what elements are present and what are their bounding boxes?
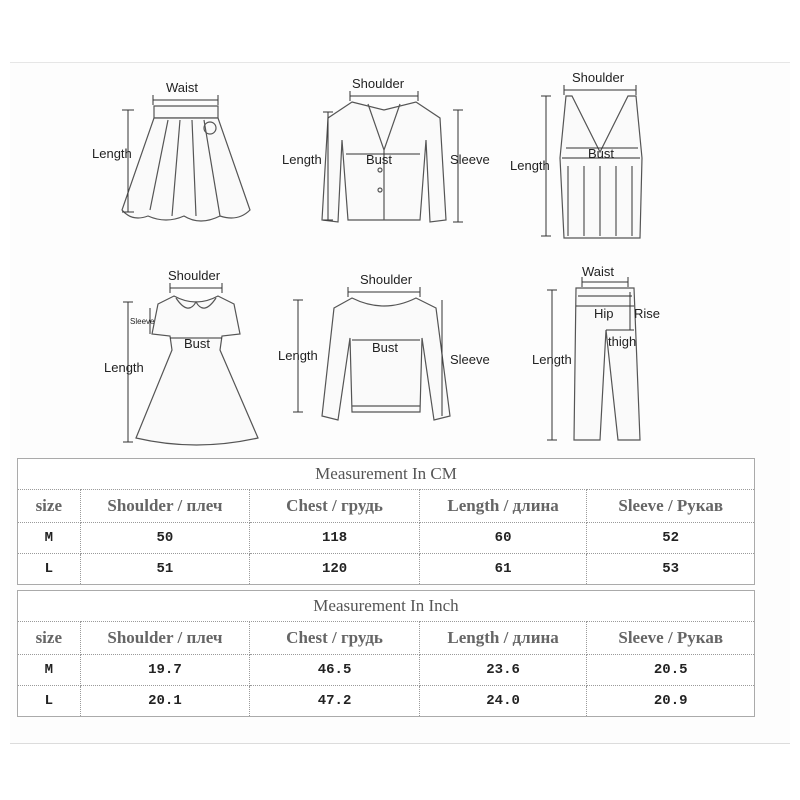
vest-illustration — [508, 66, 668, 251]
inch-cell: 24.0 — [419, 686, 587, 717]
cm-header-shoulder: Shoulder / плеч — [80, 490, 250, 523]
cm-cell: 61 — [419, 554, 587, 585]
inch-header-sleeve: Sleeve / Рукав — [587, 622, 755, 655]
sweater-length-label: Length — [278, 348, 318, 363]
jacket-shoulder-label: Shoulder — [352, 76, 405, 91]
cm-size-l: L — [18, 554, 81, 585]
dress-sleeve-label: Sleeve — [130, 317, 155, 326]
skirt-illustration — [88, 70, 268, 245]
jacket-bust-label: Bust — [366, 152, 393, 167]
table-row — [18, 523, 755, 554]
inch-cell: 20.9 — [587, 686, 755, 717]
pants-length-label: Length — [532, 352, 572, 367]
table-row — [18, 554, 755, 585]
inch-header-size: size — [18, 622, 81, 655]
pants-thigh-label: thigh — [608, 334, 637, 349]
cm-cell: 60 — [419, 523, 587, 554]
pants-illustration — [530, 260, 670, 455]
vest-bust-label: Bust — [588, 146, 615, 161]
inch-cell: 19.7 — [80, 655, 250, 686]
sweater-sleeve-label: Sleeve — [450, 352, 490, 367]
cm-header-length: Length / длина — [419, 490, 587, 523]
cm-cell: 53 — [587, 554, 755, 585]
cm-cell: 50 — [80, 523, 250, 554]
inch-size-m: M — [18, 655, 81, 686]
inch-table-title: Measurement In Inch — [18, 591, 755, 622]
cm-header-chest: Chest / грудь — [250, 490, 419, 523]
jacket-illustration — [280, 70, 510, 245]
cm-cell: 52 — [587, 523, 755, 554]
skirt-length-label: Length — [92, 146, 132, 161]
pants-waist-label: Waist — [582, 264, 615, 279]
cm-cell: 120 — [250, 554, 419, 585]
dress-length-label: Length — [104, 360, 144, 375]
inch-cell: 23.6 — [419, 655, 587, 686]
inch-cell: 46.5 — [250, 655, 419, 686]
inch-size-l: L — [18, 686, 81, 717]
table-row — [18, 655, 755, 686]
cm-table-title: Measurement In CM — [18, 459, 755, 490]
inch-cell: 20.1 — [80, 686, 250, 717]
sweater-bust-label: Bust — [372, 340, 399, 355]
sweater-illustration — [278, 266, 508, 441]
inch-header-shoulder: Shoulder / плеч — [80, 622, 250, 655]
cm-header-size: size — [18, 490, 81, 523]
jacket-sleeve-label: Sleeve — [450, 152, 490, 167]
pants-rise-label: Rise — [634, 306, 661, 321]
dress-bust-label: Bust — [184, 336, 211, 351]
cm-cell: 51 — [80, 554, 250, 585]
vest-shoulder-label: Shoulder — [572, 70, 625, 85]
cm-size-table — [17, 458, 755, 585]
inch-header-chest: Chest / грудь — [250, 622, 419, 655]
table-row — [18, 686, 755, 717]
inch-header-length: Length / длина — [419, 622, 587, 655]
vest-length-label: Length — [510, 158, 550, 173]
inch-cell: 47.2 — [250, 686, 419, 717]
dress-shoulder-label: Shoulder — [168, 268, 221, 283]
cm-size-m: M — [18, 523, 81, 554]
dress-illustration — [104, 262, 274, 457]
jacket-length-label: Length — [282, 152, 322, 167]
sweater-shoulder-label: Shoulder — [360, 272, 413, 287]
inch-size-table — [17, 590, 755, 717]
skirt-waist-label: Waist — [166, 80, 199, 95]
cm-header-sleeve: Sleeve / Рукав — [587, 490, 755, 523]
cm-cell: 118 — [250, 523, 419, 554]
pants-hip-label: Hip — [594, 306, 614, 321]
inch-cell: 20.5 — [587, 655, 755, 686]
